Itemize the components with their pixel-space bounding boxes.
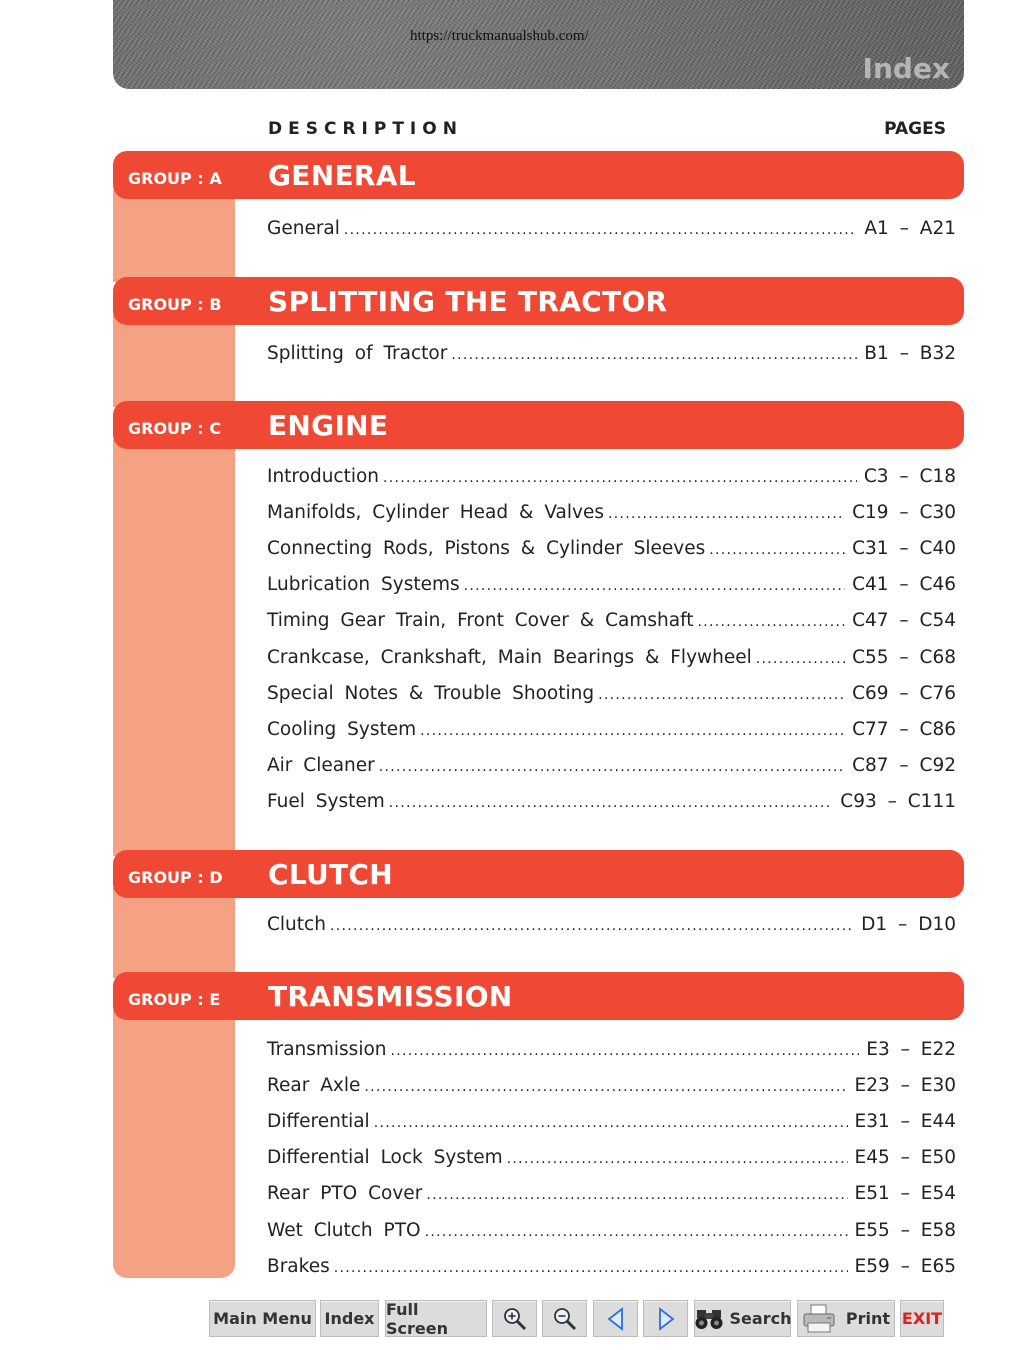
search-button[interactable] <box>694 1300 791 1337</box>
toc-entry[interactable]: Lubrication Systems ..... C41 – C46 <box>267 571 956 595</box>
header-banner <box>113 0 964 89</box>
main-menu-button[interactable] <box>209 1300 316 1337</box>
description-column-header: DESCRIPTION <box>268 119 463 139</box>
toc-entry[interactable]: General ..... A1 – A21 <box>267 215 956 239</box>
main-menu-label: Main Menu <box>213 1309 312 1328</box>
printer-icon <box>802 1304 836 1334</box>
group-header-c <box>113 401 964 449</box>
group-header-e <box>113 972 964 1020</box>
toc-entry[interactable]: Transmission ..... E3 – E22 <box>267 1036 956 1060</box>
previous-page-button[interactable] <box>593 1300 638 1337</box>
print-label: Print <box>845 1309 891 1328</box>
toc-entry[interactable]: Rear PTO Cover ..... E51 – E54 <box>267 1180 956 1204</box>
page-title: Index <box>862 52 950 85</box>
triangle-right-icon <box>656 1307 676 1331</box>
sidebar-strip-d <box>113 888 235 978</box>
group-header-b <box>113 277 964 325</box>
next-page-button[interactable] <box>643 1300 688 1337</box>
sidebar-strip-a <box>113 190 235 282</box>
group-header-d <box>113 850 964 898</box>
toc-entry[interactable]: Rear Axle ..... E23 – E30 <box>267 1072 956 1096</box>
toc-entry[interactable]: Splitting of Tractor ..... B1 – B32 <box>267 340 956 364</box>
triangle-left-icon <box>606 1307 626 1331</box>
group-header-a <box>113 151 964 199</box>
toc-entry[interactable]: Special Notes & Trouble Shooting ..... C69 – C76 <box>267 680 956 704</box>
source-url[interactable]: https://truckmanualshub.com/ <box>410 28 589 44</box>
group-title: GENERAL <box>268 159 416 192</box>
group-label: GROUP : D <box>128 868 223 887</box>
sidebar-strip-c <box>113 440 235 856</box>
toc-entry[interactable]: Clutch ..... D1 – D10 <box>267 911 956 935</box>
full-screen-label: Full Screen <box>386 1299 448 1338</box>
group-label: GROUP : C <box>128 419 222 438</box>
pages-column-header: PAGES <box>884 119 946 139</box>
toc-entry[interactable]: Crankcase, Crankshaft, Main Bearings & Flywheel ..... C55 – C68 <box>267 644 956 668</box>
zoom-out-button[interactable] <box>542 1300 587 1337</box>
toc-entry[interactable]: Manifolds, Cylinder Head & Valves ..... C19 – C30 <box>267 499 956 523</box>
group-title: ENGINE <box>268 409 389 442</box>
toc-entry[interactable]: Differential Lock System ..... E45 – E50 <box>267 1144 956 1168</box>
toc-entry[interactable]: Cooling System ..... C77 – C86 <box>267 716 956 740</box>
zoom-in-icon <box>502 1306 528 1332</box>
sidebar-strip-b <box>113 315 235 407</box>
search-label: Search <box>729 1309 792 1328</box>
zoom-in-button[interactable] <box>492 1300 537 1337</box>
toc-entry[interactable]: Brakes ..... E59 – E65 <box>267 1253 956 1277</box>
toc-entry[interactable]: Introduction ..... C3 – C18 <box>267 463 956 487</box>
group-title: TRANSMISSION <box>268 980 513 1013</box>
toc-entry[interactable]: Air Cleaner ..... C87 – C92 <box>267 752 956 776</box>
zoom-out-icon <box>552 1306 578 1332</box>
exit-button[interactable] <box>900 1300 944 1337</box>
toc-entry[interactable]: Fuel System ..... C93 – C111 <box>267 788 956 812</box>
binoculars-icon <box>694 1307 724 1331</box>
sidebar-strip-e <box>113 1010 235 1278</box>
print-button[interactable] <box>797 1300 895 1337</box>
exit-label: EXIT <box>901 1309 943 1328</box>
toc-entry[interactable]: Connecting Rods, Pistons & Cylinder Sleeves ..... C31 – C40 <box>267 535 956 559</box>
group-label: GROUP : A <box>128 169 222 188</box>
index-label: Index <box>324 1309 375 1328</box>
index-button[interactable] <box>320 1300 379 1337</box>
group-label: GROUP : E <box>128 990 221 1009</box>
group-title: SPLITTING THE TRACTOR <box>268 285 668 318</box>
full-screen-button[interactable] <box>385 1300 487 1337</box>
toc-entry[interactable]: Timing Gear Train, Front Cover & Camshaft ..... C47 – C54 <box>267 607 956 631</box>
group-title: CLUTCH <box>268 858 394 891</box>
group-label: GROUP : B <box>128 295 222 314</box>
toc-entry[interactable]: Wet Clutch PTO ..... E55 – E58 <box>267 1217 956 1241</box>
toc-entry[interactable]: Differential ..... E31 – E44 <box>267 1108 956 1132</box>
